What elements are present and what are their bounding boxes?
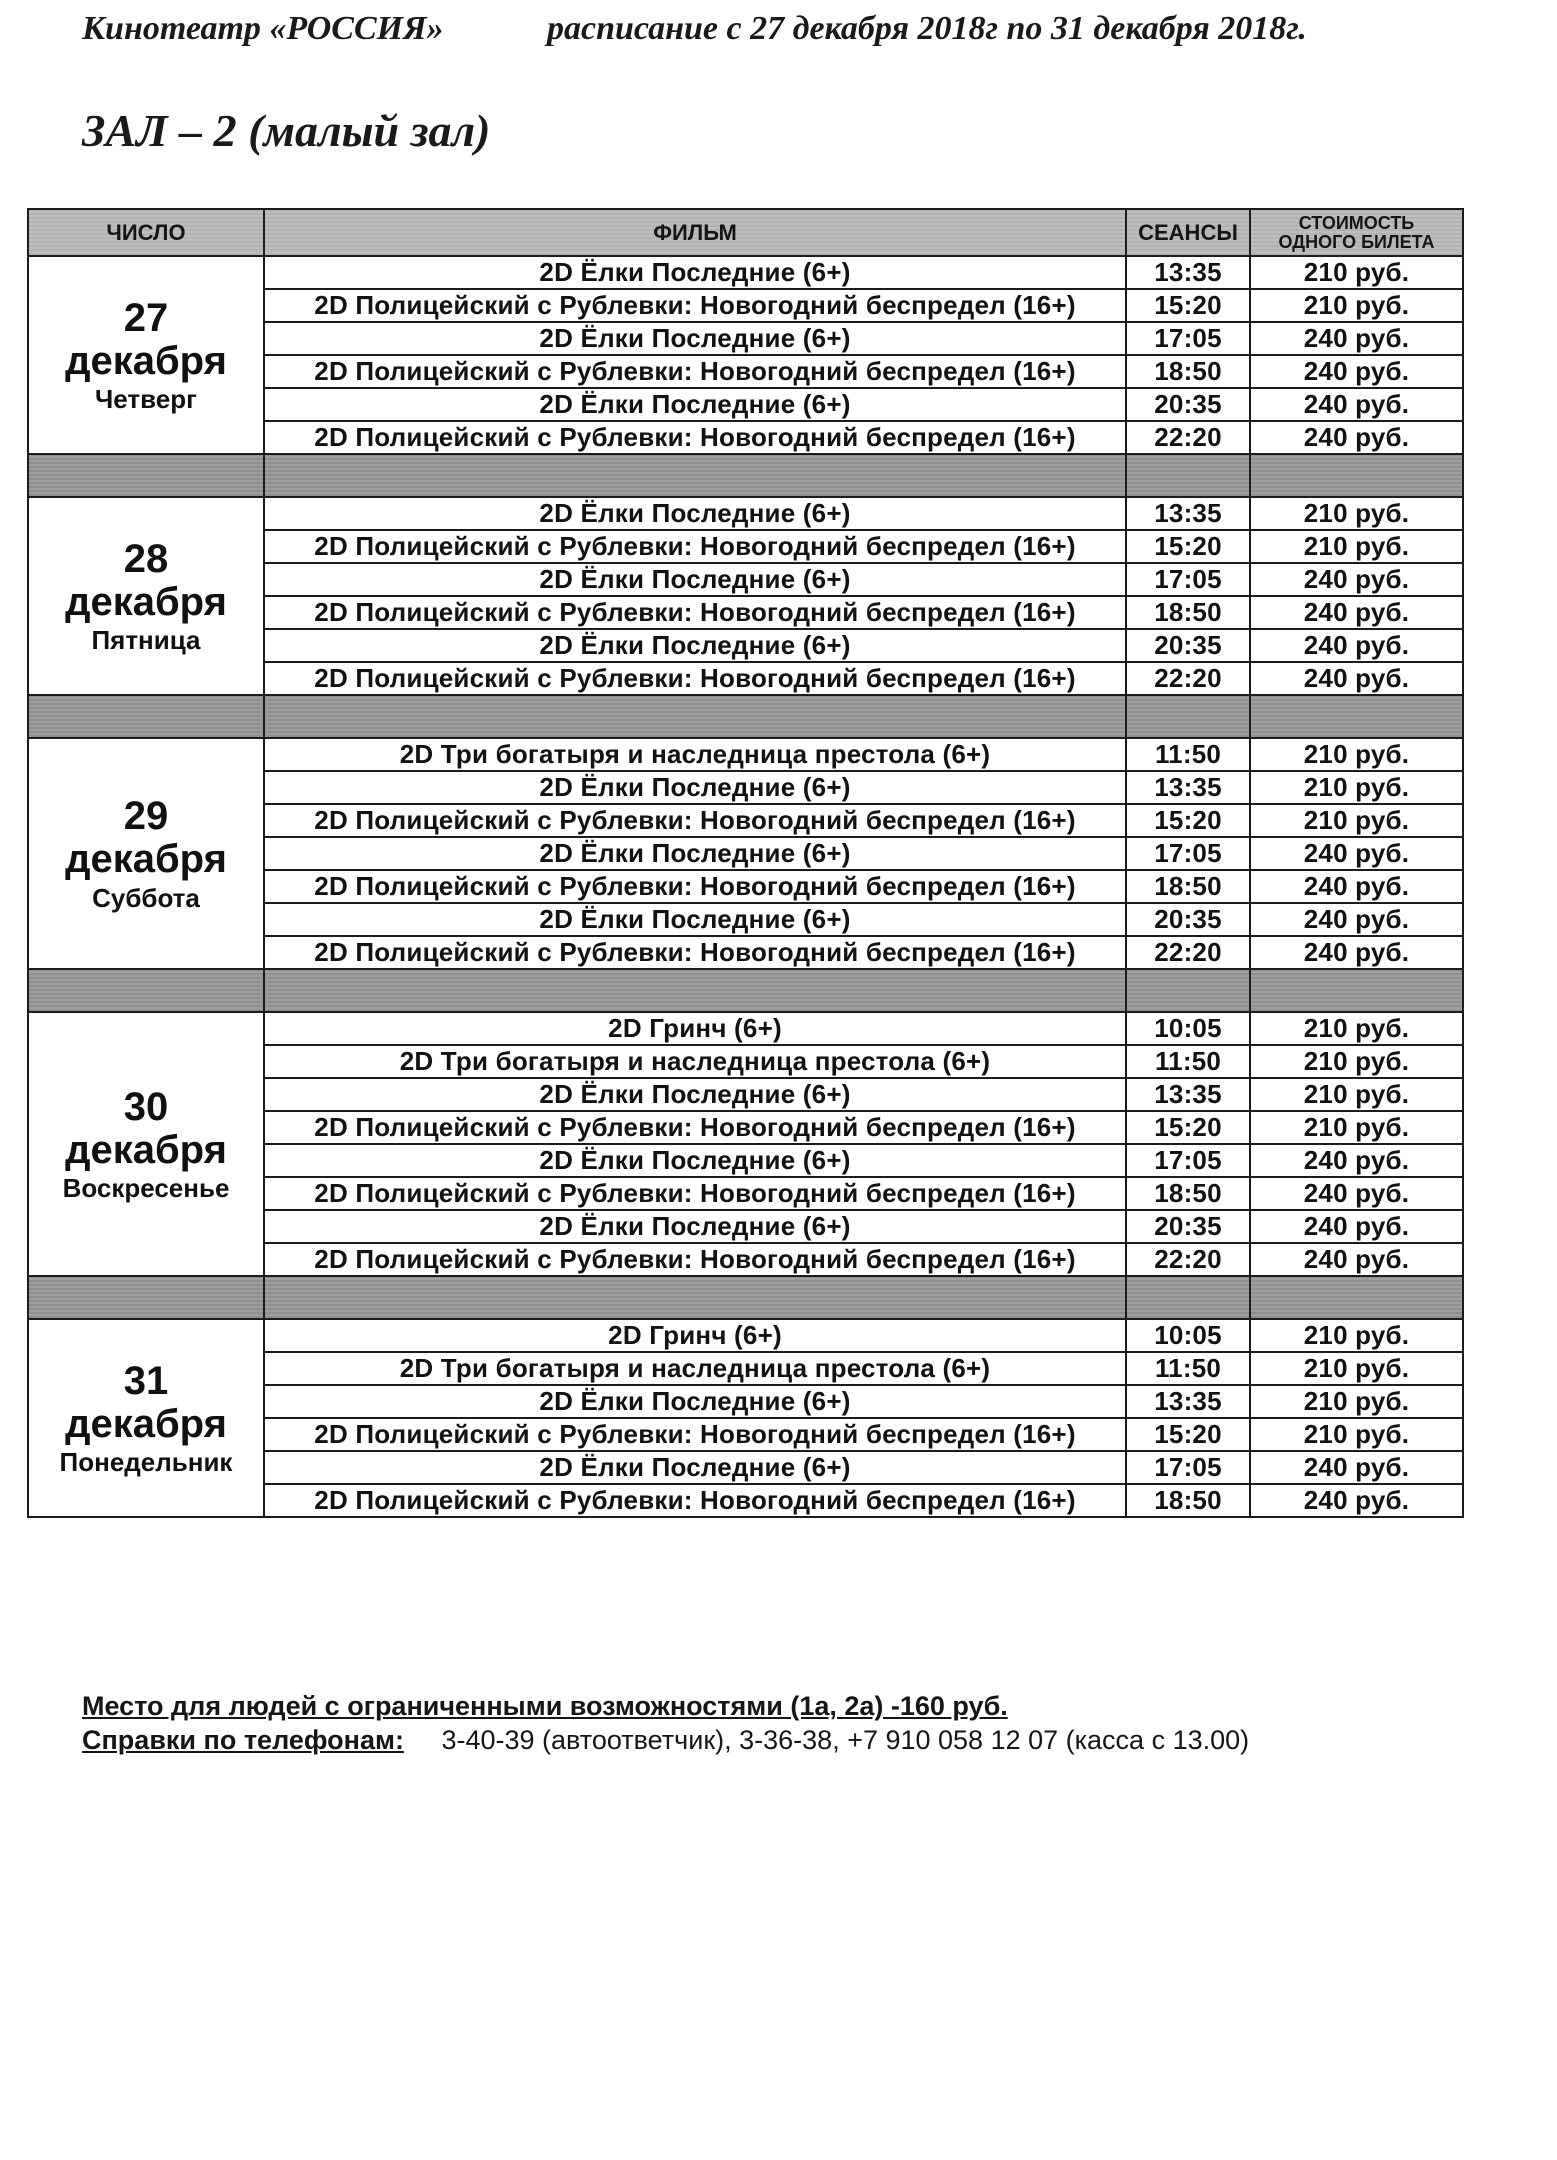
ticket-price: 210 руб.	[1250, 738, 1463, 771]
session-time: 18:50	[1126, 870, 1250, 903]
session-time: 11:50	[1126, 1045, 1250, 1078]
day-weekday: Пятница	[91, 625, 201, 656]
session-time: 18:50	[1126, 1484, 1250, 1517]
film-title: 2D Ёлки Последние (6+)	[264, 837, 1126, 870]
ticket-price: 240 руб.	[1250, 936, 1463, 969]
session-time: 22:20	[1126, 1243, 1250, 1276]
day-cell	[28, 1319, 264, 1517]
session-time: 17:05	[1126, 563, 1250, 596]
film-title: 2D Полицейский с Рублевки: Новогодний беспредел (16+)	[264, 870, 1126, 903]
ticket-price: 210 руб.	[1250, 1012, 1463, 1045]
session-time: 22:20	[1126, 662, 1250, 695]
film-title: 2D Ёлки Последние (6+)	[264, 1385, 1126, 1418]
session-time: 13:35	[1126, 497, 1250, 530]
day-separator-row	[28, 695, 1463, 738]
session-time: 20:35	[1126, 629, 1250, 662]
separator-cell	[28, 454, 264, 497]
separator-cell	[264, 969, 1126, 1012]
table-row	[28, 1319, 1463, 1352]
session-time: 15:20	[1126, 804, 1250, 837]
column-header-price-line1: СТОИМОСТЬ	[1298, 212, 1415, 233]
separator-cell	[264, 695, 1126, 738]
ticket-price: 240 руб.	[1250, 870, 1463, 903]
ticket-price: 240 руб.	[1250, 388, 1463, 421]
session-time: 18:50	[1126, 1177, 1250, 1210]
table-header-row	[28, 209, 1463, 256]
day-cell	[28, 497, 264, 695]
ticket-price: 210 руб.	[1250, 497, 1463, 530]
day-month: декабря	[65, 579, 227, 624]
column-header-price-line2: ОДНОГО БИЛЕТА	[1278, 231, 1435, 252]
ticket-price: 240 руб.	[1250, 355, 1463, 388]
film-title: 2D Три богатыря и наследница престола (6+)	[264, 1045, 1126, 1078]
film-title: 2D Ёлки Последние (6+)	[264, 1210, 1126, 1243]
separator-cell	[1250, 454, 1463, 497]
session-time: 17:05	[1126, 1451, 1250, 1484]
separator-cell	[28, 1276, 264, 1319]
ticket-price: 240 руб.	[1250, 322, 1463, 355]
ticket-price: 210 руб.	[1250, 256, 1463, 289]
film-title: 2D Ёлки Последние (6+)	[264, 1078, 1126, 1111]
session-time: 17:05	[1126, 1144, 1250, 1177]
day-separator-row	[28, 454, 1463, 497]
table-row	[28, 738, 1463, 771]
separator-cell	[1250, 969, 1463, 1012]
ticket-price: 240 руб.	[1250, 1177, 1463, 1210]
film-title: 2D Полицейский с Рублевки: Новогодний беспредел (16+)	[264, 1418, 1126, 1451]
day-cell	[28, 738, 264, 969]
session-time: 18:50	[1126, 355, 1250, 388]
ticket-price: 210 руб.	[1250, 1352, 1463, 1385]
separator-cell	[1126, 969, 1250, 1012]
film-title: 2D Три богатыря и наследница престола (6+)	[264, 1352, 1126, 1385]
session-time: 15:20	[1126, 1418, 1250, 1451]
session-time: 22:20	[1126, 936, 1250, 969]
disabled-seats-note: Место для людей с ограниченными возможностями (1а, 2а) -160 руб.	[82, 1691, 1008, 1721]
film-title: 2D Ёлки Последние (6+)	[264, 1451, 1126, 1484]
ticket-price: 240 руб.	[1250, 629, 1463, 662]
footer-notes	[82, 1689, 1249, 1757]
ticket-price: 240 руб.	[1250, 563, 1463, 596]
ticket-price: 240 руб.	[1250, 1210, 1463, 1243]
film-title: 2D Полицейский с Рублевки: Новогодний беспредел (16+)	[264, 662, 1126, 695]
film-title: 2D Полицейский с Рублевки: Новогодний беспредел (16+)	[264, 596, 1126, 629]
ticket-price: 240 руб.	[1250, 1243, 1463, 1276]
ticket-price: 210 руб.	[1250, 804, 1463, 837]
separator-cell	[1126, 1276, 1250, 1319]
film-title: 2D Три богатыря и наследница престола (6+)	[264, 738, 1126, 771]
ticket-price: 210 руб.	[1250, 289, 1463, 322]
ticket-price: 210 руб.	[1250, 1045, 1463, 1078]
session-time: 13:35	[1126, 1078, 1250, 1111]
separator-cell	[264, 454, 1126, 497]
column-header-day: ЧИСЛО	[28, 209, 264, 256]
day-number: 27	[123, 295, 169, 340]
film-title: 2D Ёлки Последние (6+)	[264, 1144, 1126, 1177]
ticket-price: 210 руб.	[1250, 1111, 1463, 1144]
film-title: 2D Ёлки Последние (6+)	[264, 629, 1126, 662]
session-time: 22:20	[1126, 421, 1250, 454]
day-month: декабря	[65, 338, 227, 383]
day-month: декабря	[65, 1401, 227, 1446]
day-cell	[28, 1012, 264, 1276]
day-cell	[28, 256, 264, 454]
ticket-price: 240 руб.	[1250, 1144, 1463, 1177]
film-title: 2D Гринч (6+)	[264, 1319, 1126, 1352]
column-header-price	[1250, 209, 1463, 256]
ticket-price: 240 руб.	[1250, 596, 1463, 629]
day-weekday: Понедельник	[59, 1447, 233, 1478]
session-time: 13:35	[1126, 1385, 1250, 1418]
separator-cell	[28, 695, 264, 738]
day-number: 28	[123, 536, 169, 581]
day-separator-row	[28, 1276, 1463, 1319]
session-time: 18:50	[1126, 596, 1250, 629]
session-time: 17:05	[1126, 322, 1250, 355]
ticket-price: 210 руб.	[1250, 530, 1463, 563]
film-title: 2D Ёлки Последние (6+)	[264, 563, 1126, 596]
phone-numbers: 3-40-39 (автоответчик), 3-36-38, +7 910 058 12 07 (касса с 13.00)	[441, 1725, 1250, 1755]
film-title: 2D Ёлки Последние (6+)	[264, 256, 1126, 289]
film-title: 2D Полицейский с Рублевки: Новогодний беспредел (16+)	[264, 421, 1126, 454]
session-time: 11:50	[1126, 738, 1250, 771]
separator-cell	[1126, 695, 1250, 738]
ticket-price: 240 руб.	[1250, 1451, 1463, 1484]
schedule-period: расписание с 27 декабря 2018г по 31 декабря 2018г.	[547, 10, 1307, 47]
film-title: 2D Ёлки Последние (6+)	[264, 771, 1126, 804]
table-row	[28, 256, 1463, 289]
film-title: 2D Полицейский с Рублевки: Новогодний беспредел (16+)	[264, 355, 1126, 388]
ticket-price: 210 руб.	[1250, 1385, 1463, 1418]
film-title: 2D Ёлки Последние (6+)	[264, 497, 1126, 530]
session-time: 10:05	[1126, 1012, 1250, 1045]
session-time: 20:35	[1126, 388, 1250, 421]
film-title: 2D Ёлки Последние (6+)	[264, 903, 1126, 936]
session-time: 20:35	[1126, 1210, 1250, 1243]
ticket-price: 210 руб.	[1250, 1418, 1463, 1451]
session-time: 13:35	[1126, 256, 1250, 289]
separator-cell	[28, 969, 264, 1012]
schedule-body	[28, 256, 1463, 1517]
cinema-name: Кинотеатр «РОССИЯ»	[82, 10, 444, 47]
film-title: 2D Ёлки Последние (6+)	[264, 388, 1126, 421]
film-title: 2D Полицейский с Рублевки: Новогодний беспредел (16+)	[264, 1111, 1126, 1144]
column-header-time: СЕАНСЫ	[1126, 209, 1250, 256]
film-title: 2D Полицейский с Рублевки: Новогодний беспредел (16+)	[264, 1177, 1126, 1210]
session-time: 11:50	[1126, 1352, 1250, 1385]
day-number: 30	[123, 1084, 169, 1129]
film-title: 2D Гринч (6+)	[264, 1012, 1126, 1045]
session-time: 15:20	[1126, 289, 1250, 322]
film-title: 2D Полицейский с Рублевки: Новогодний беспредел (16+)	[264, 1484, 1126, 1517]
day-separator-row	[28, 969, 1463, 1012]
day-number: 29	[123, 794, 169, 839]
session-time: 17:05	[1126, 837, 1250, 870]
ticket-price: 240 руб.	[1250, 1484, 1463, 1517]
schedule-table	[27, 208, 1464, 1518]
film-title: 2D Полицейский с Рублевки: Новогодний беспредел (16+)	[264, 530, 1126, 563]
film-title: 2D Ёлки Последние (6+)	[264, 322, 1126, 355]
column-header-film: ФИЛЬМ	[264, 209, 1126, 256]
day-number: 31	[123, 1358, 169, 1403]
separator-cell	[1126, 454, 1250, 497]
film-title: 2D Полицейский с Рублевки: Новогодний беспредел (16+)	[264, 936, 1126, 969]
separator-cell	[1250, 695, 1463, 738]
separator-cell	[264, 1276, 1126, 1319]
day-weekday: Четверг	[95, 384, 197, 415]
ticket-price: 210 руб.	[1250, 771, 1463, 804]
day-month: декабря	[65, 1127, 227, 1172]
table-row	[28, 497, 1463, 530]
film-title: 2D Полицейский с Рублевки: Новогодний беспредел (16+)	[264, 1243, 1126, 1276]
document-header	[82, 10, 1527, 56]
phones-label: Справки по телефонам:	[82, 1725, 404, 1755]
film-title: 2D Полицейский с Рублевки: Новогодний беспредел (16+)	[264, 289, 1126, 322]
session-time: 10:05	[1126, 1319, 1250, 1352]
session-time: 20:35	[1126, 903, 1250, 936]
ticket-price: 210 руб.	[1250, 1078, 1463, 1111]
day-month: декабря	[65, 837, 227, 882]
film-title: 2D Полицейский с Рублевки: Новогодний беспредел (16+)	[264, 804, 1126, 837]
separator-cell	[1250, 1276, 1463, 1319]
session-time: 13:35	[1126, 771, 1250, 804]
ticket-price: 240 руб.	[1250, 837, 1463, 870]
day-weekday: Суббота	[92, 882, 200, 913]
session-time: 15:20	[1126, 530, 1250, 563]
table-row	[28, 1012, 1463, 1045]
ticket-price: 240 руб.	[1250, 662, 1463, 695]
day-weekday: Воскресенье	[62, 1173, 230, 1204]
ticket-price: 210 руб.	[1250, 1319, 1463, 1352]
ticket-price: 240 руб.	[1250, 421, 1463, 454]
hall-title: ЗАЛ – 2 (малый зал)	[82, 105, 491, 156]
session-time: 15:20	[1126, 1111, 1250, 1144]
ticket-price: 240 руб.	[1250, 903, 1463, 936]
